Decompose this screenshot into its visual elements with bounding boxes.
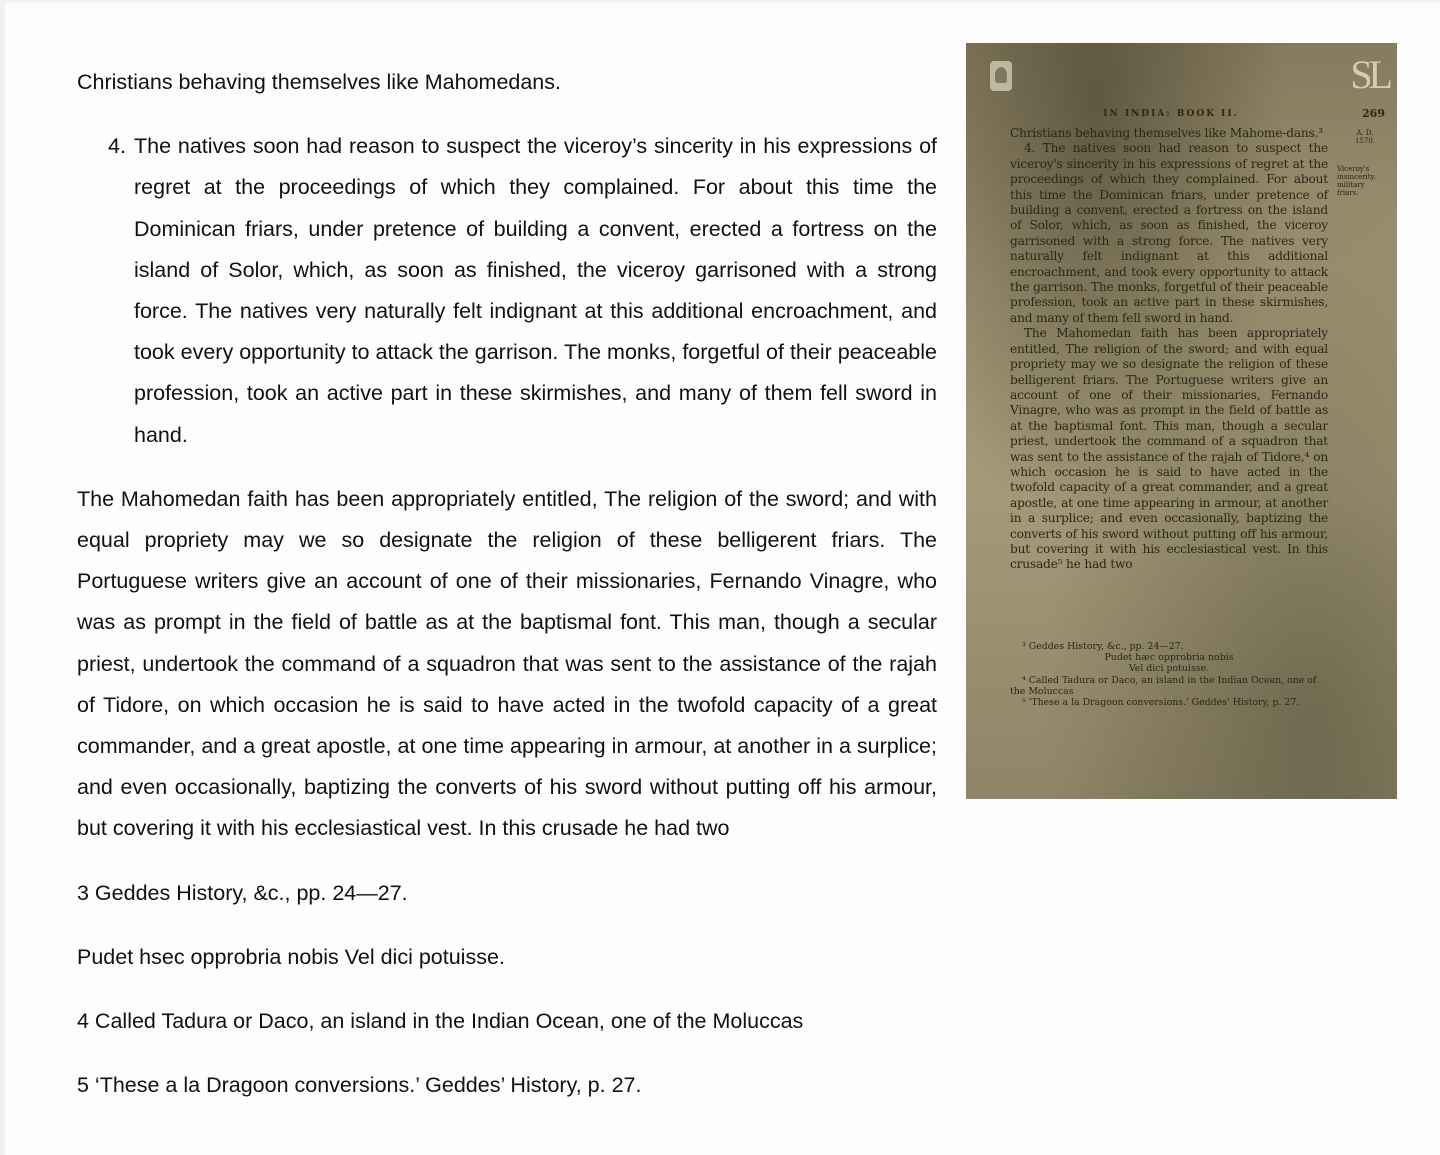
footnote-3: 3 Geddes History, &c., pp. 24—27. xyxy=(77,880,408,905)
scan-footnote: ⁴ Called Tadura or Daco, an island in the Indian Ocean, one of the Moluccas xyxy=(1010,674,1317,697)
library-logo: SL xyxy=(1350,52,1389,97)
scan-running-header: IN INDIA: BOOK II. xyxy=(1103,109,1239,119)
footnote-quote: Pudet hsec opprobria nobis Vel dici potuisse. xyxy=(77,944,505,969)
body-paragraph: The Mahomedan faith has been appropriately entitled, The religion of the sword; and with equal propriety may we so designate the religion of these belligerent friars. The Portuguese writers give an account of one of their missionaries, Fernando Vinagre, who was as prompt in the field of battle as at the baptismal font. This man, though a secular priest, undertook the command of a squadron that was sent to the assistance of the rajah of Tidore, on which occasion he is said to have acted in the twofold capacity of a great commander, and a great apostle, at one time appearing in armour, at another in a surplice; and even occasionally, baptizing the converts of his sword without putting off his armour, but covering it with his ecclesiastical vest. In this crusade he had two xyxy=(77,486,937,841)
scan-margin-date: A. D. 1570. xyxy=(1354,129,1375,145)
paragraph-number: 4. xyxy=(108,134,126,159)
numbered-paragraph xyxy=(77,126,937,456)
scanned-page-image xyxy=(966,43,1397,799)
numbered-paragraph-text: The natives soon had reason to suspect the viceroy’s sincerity in his expressions of regret at the proceedings of which they complained. For about this time the Dominican friars, under pretence of building a convent, erected a fortress on the island of Solor, which, as soon as finished, the viceroy garrisoned with a strong force. The natives very naturally felt indignant at this additional encroachment, and took every opportunity to attack the garrison. The monks, forgetful of their peaceable profession, took an active part in these skirmishes, and many of them fell sword in hand. xyxy=(134,134,937,447)
scan-footnotes xyxy=(1010,641,1328,708)
footnote-4: 4 Called Tadura or Daco, an island in the Indian Ocean, one of the Moluccas xyxy=(77,1009,804,1034)
scan-margin-note: Viceroy's insincerity. military friars. xyxy=(1337,165,1376,197)
scan-footnote-quote: Pudet hæc opprobria nobis xyxy=(1104,652,1234,664)
emblem-icon xyxy=(990,61,1012,91)
scan-paragraph: Christians behaving themselves like Mahome-dans.³ xyxy=(1010,126,1323,140)
scan-page-number: 269 xyxy=(1362,107,1385,120)
scan-paragraph: The Mahomedan faith has been appropriately entitled, The religion of the sword; and with equal propriety may we so designate the religion of these belligerent friars. The Portuguese writers give an account of one of their missionaries, Fernando Vinagre, who was as prompt in the field of battle as at the baptismal font. This man, though a secular priest, undertook the command of a squadron that was sent to the assistance of the rajah of Tidore,⁴ on which occasion he is said to have acted in the twofold capacity of a great commander, and a great apostle, at one time appearing in armour, at another in a surplice; and even occasionally, baptizing the converts of his sword without putting off his armour, but covering it with his ecclesiastical vest. In this crusade⁵ he had two xyxy=(1010,326,1328,572)
transcription-text xyxy=(77,62,937,1106)
scan-body-text xyxy=(1010,126,1328,573)
scan-footnote: ⁵ 'These a la Dragoon conversions.' Geddes' History, p. 27. xyxy=(1022,697,1300,709)
footnote-5: 5 ‘These a la Dragoon conversions.’ Geddes’ History, p. 27. xyxy=(77,1073,642,1098)
scan-footnote: ³ Geddes History, &c., pp. 24—27. xyxy=(1022,641,1184,652)
scan-footnote-quote: Vel dici potuisse. xyxy=(1128,663,1210,675)
intro-line: Christians behaving themselves like Mahomedans. xyxy=(77,70,561,94)
scan-paragraph: 4. The natives soon had reason to suspect the viceroy's sincerity in his expressions of regret at the proceedings of which they complained. For about this time the Dominican friars, under pretence of building a convent, erected a fortress on the island of Solor, which, as soon as finished, the viceroy garrisoned with a strong force. The natives very naturally felt indignant at this additional encroachment, and took every opportunity to attack the garrison. The monks, forgetful of their peaceable profession, took an active part in these skirmishes, and many of them fell sword in hand. xyxy=(1010,141,1328,325)
